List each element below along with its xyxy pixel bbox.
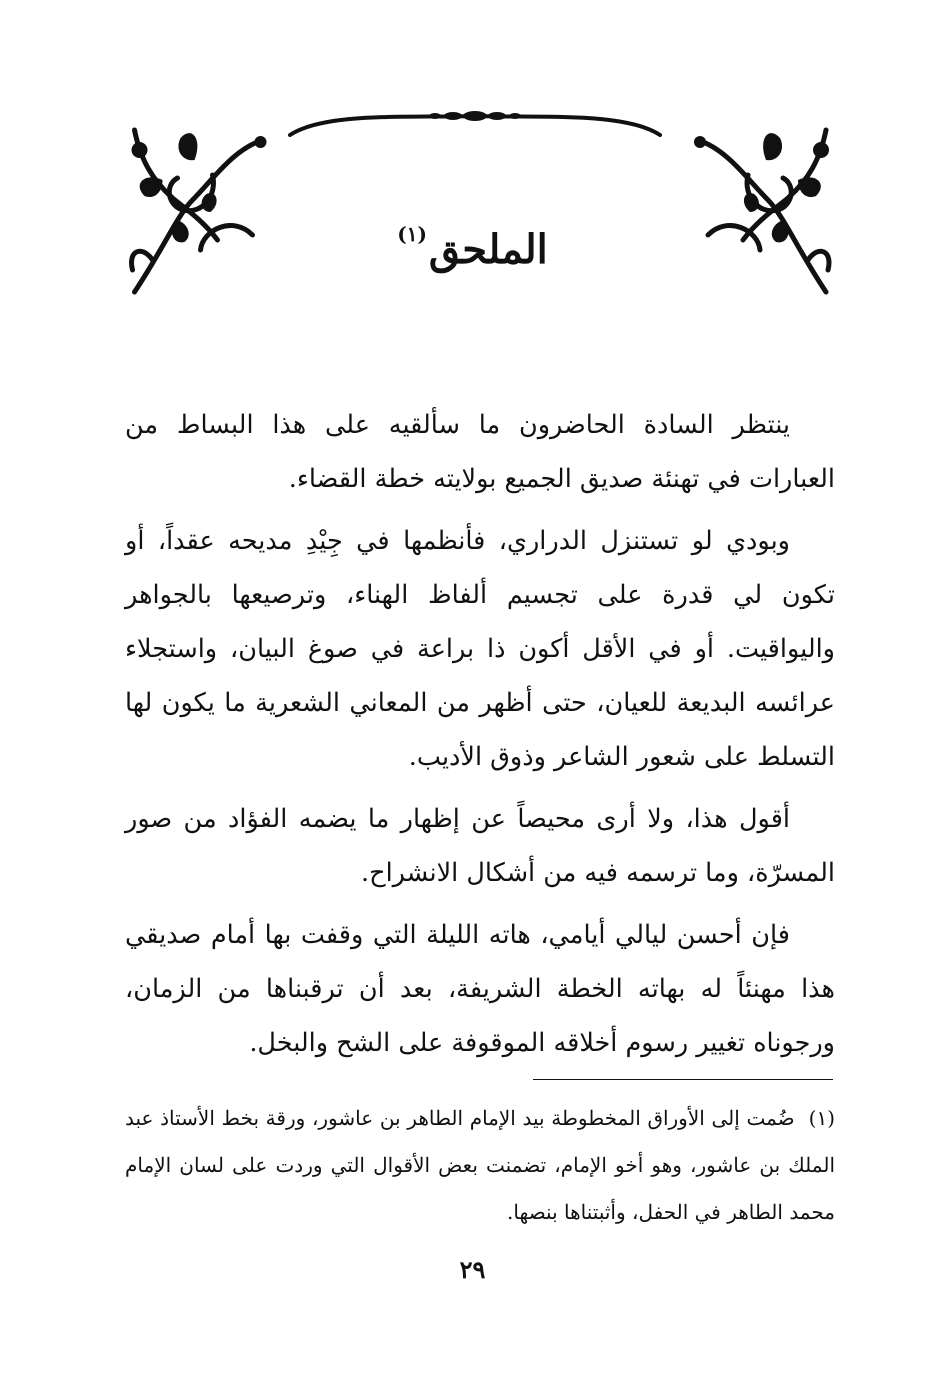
footnote-text: ضُمت إلى الأوراق المخطوطة بيد الإمام الطاهر بن عاشور، ورقة بخط الأستاذ عبد الملك بن عاشور، وهو أخو الإمام، تضمنت بعض الأقوال التي وردت على لسان الإمام محمد الطاهر في الحفل، وأثبتناها بنصها. bbox=[125, 1106, 835, 1224]
top-swash-ornament bbox=[285, 100, 665, 140]
paragraph: وبودي لو تستنزل الدراري، فأنظمها في جِيْدِ مديحه عقداً، أو تكون لي قدرة على تجسيم ألفاظ الهناء، وترصيعها بالجواهر واليواقيت. أو في الأقل أكون ذا براعة في صوغ البيان، واستجلاء عرائسه البديعة للعيان، حتى أظهر من المعاني الشعرية ما يكون لها التسلط على شعور الشاعر وذوق الأديب. bbox=[125, 526, 835, 772]
footnote-number: (١) bbox=[808, 1106, 835, 1130]
paragraph: فإن أحسن ليالي أيامي، هاته الليلة التي وقفت بها أمام صديقي هذا مهنئاً له بهاته الخطة الشريفة، بعد أن ترقبناها من الزمان، ورجوناه تغيير رسوم أخلاقه الموقوفة على الشح والبخل. bbox=[125, 920, 835, 1058]
page-number: ٢٩ bbox=[459, 1255, 486, 1284]
floral-corner-ornament-left bbox=[120, 120, 275, 300]
footnote-separator bbox=[533, 1079, 833, 1080]
paragraph: أقول هذا، ولا أرى محيصاً عن إظهار ما يضمه الفؤاد من صور المسرّة، وما ترسمه فيه من أشكال الانشراح. bbox=[125, 804, 835, 888]
page-title bbox=[0, 222, 945, 273]
main-text bbox=[125, 398, 835, 1078]
title-text: الملحق bbox=[428, 226, 548, 273]
title-footnote-marker: (١) bbox=[397, 222, 427, 246]
footnote bbox=[125, 1095, 835, 1236]
paragraph: ينتظر السادة الحاضرون ما سألقيه على هذا البساط من العبارات في تهنئة صديق الجميع بولايته خطة القضاء. bbox=[125, 410, 835, 494]
floral-corner-ornament-right bbox=[688, 120, 838, 300]
